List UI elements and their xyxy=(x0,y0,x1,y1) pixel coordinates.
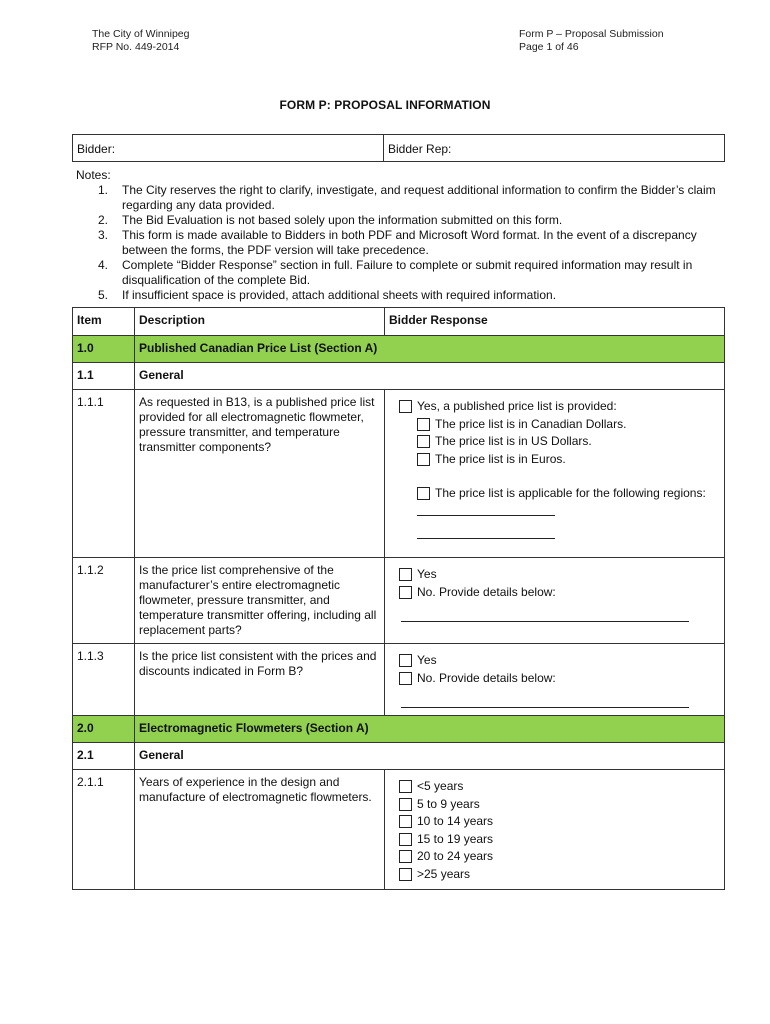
header-item: Item xyxy=(73,308,135,336)
bidder-response xyxy=(385,770,725,890)
item-description: Is the price list consistent with the prices and discounts indicated in Form B? xyxy=(135,644,385,716)
checkbox[interactable] xyxy=(399,672,412,685)
note-number: 1. xyxy=(98,183,109,197)
section-row xyxy=(73,716,725,743)
header-right xyxy=(519,28,664,54)
option-price-list-provided[interactable] xyxy=(399,398,720,416)
note-number: 3. xyxy=(98,228,109,242)
header-response: Bidder Response xyxy=(385,308,725,336)
note-number: 5. xyxy=(98,288,109,302)
checkbox[interactable] xyxy=(399,850,412,863)
item-description: Is the price list comprehensive of the manufacturer’s entire electromagnetic flowmeter, pressure transmitter, and temperature transmitter offering, including all replacement parts? xyxy=(135,558,385,644)
item-number: 1.1.2 xyxy=(73,558,135,644)
section-title: Published Canadian Price List (Section A) xyxy=(135,336,725,363)
bidder-label: Bidder: xyxy=(77,142,116,156)
option-years[interactable] xyxy=(399,796,720,814)
option-no[interactable] xyxy=(399,670,720,688)
note-item xyxy=(76,258,726,288)
table-row xyxy=(73,558,725,644)
table-row xyxy=(73,644,725,716)
page-number: Page 1 of 46 xyxy=(519,41,579,53)
bidder-response xyxy=(385,644,725,716)
option-label: The price list is in US Dollars. xyxy=(435,434,592,449)
note-text: If insufficient space is provided, attach additional sheets with required information. xyxy=(122,288,557,302)
item-number: 1.1.3 xyxy=(73,644,135,716)
bidder-rep-field[interactable] xyxy=(384,135,724,161)
notes xyxy=(76,168,726,303)
bidder-field[interactable] xyxy=(73,135,384,161)
item-description: As requested in B13, is a published price list provided for all electromagnetic flowmeter, pressure transmitter, and temperature transmitter components? xyxy=(135,390,385,558)
section-number: 1.0 xyxy=(73,336,135,363)
note-item xyxy=(76,213,726,228)
checkbox[interactable] xyxy=(399,780,412,793)
option-euros[interactable] xyxy=(417,451,720,469)
checkbox[interactable] xyxy=(399,586,412,599)
subsection-row xyxy=(73,363,725,390)
form-name: Form P – Proposal Submission xyxy=(519,28,664,40)
subsection-title: General xyxy=(135,363,725,390)
section-title: Electromagnetic Flowmeters (Section A) xyxy=(135,716,725,743)
option-label: The price list is in Canadian Dollars. xyxy=(435,416,627,431)
option-label: 10 to 14 years xyxy=(417,814,494,829)
bidder-response xyxy=(385,558,725,644)
note-item xyxy=(76,228,726,258)
rfp-number: RFP No. 449-2014 xyxy=(92,41,180,53)
option-label: Yes xyxy=(417,653,437,668)
option-label: Yes xyxy=(417,567,437,582)
subsection-number: 2.1 xyxy=(73,743,135,770)
option-label: >25 years xyxy=(417,866,471,881)
option-label: No. Provide details below: xyxy=(417,670,556,685)
regions-line-1[interactable] xyxy=(417,515,555,516)
note-number: 4. xyxy=(98,258,109,272)
table-row xyxy=(73,770,725,890)
bidder-box xyxy=(72,134,725,162)
option-regions[interactable] xyxy=(417,485,720,503)
note-text: This form is made available to Bidders in both PDF and Microsoft Word format. In the event of a discrepancy between the forms, the PDF version will take precedence. xyxy=(122,228,697,257)
note-number: 2. xyxy=(98,213,109,227)
regions-line-2[interactable] xyxy=(417,538,555,539)
header-description: Description xyxy=(135,308,385,336)
option-label: Yes, a published price list is provided: xyxy=(417,399,617,414)
header-left xyxy=(92,28,189,54)
subsection-number: 1.1 xyxy=(73,363,135,390)
details-line[interactable] xyxy=(401,707,689,708)
note-item xyxy=(76,183,726,213)
bidder-response xyxy=(385,390,725,558)
option-label: The price list is applicable for the following regions: xyxy=(435,486,706,501)
notes-heading: Notes: xyxy=(76,168,111,182)
option-years[interactable] xyxy=(399,866,720,884)
checkbox[interactable] xyxy=(417,435,430,448)
checkbox[interactable] xyxy=(417,453,430,466)
option-label: The price list is in Euros. xyxy=(435,451,566,466)
option-us-dollars[interactable] xyxy=(417,433,720,451)
bidder-rep-label: Bidder Rep: xyxy=(388,142,452,156)
item-number: 1.1.1 xyxy=(73,390,135,558)
option-label: 20 to 24 years xyxy=(417,849,494,864)
table-row xyxy=(73,390,725,558)
section-number: 2.0 xyxy=(73,716,135,743)
checkbox[interactable] xyxy=(399,798,412,811)
checkbox[interactable] xyxy=(417,418,430,431)
item-number: 2.1.1 xyxy=(73,770,135,890)
note-text: The Bid Evaluation is not based solely upon the information submitted on this form. xyxy=(122,213,563,227)
note-text: The City reserves the right to clarify, investigate, and request additional information to confirm the Bidder’s claim regarding any data provided. xyxy=(122,183,716,212)
checkbox[interactable] xyxy=(399,654,412,667)
subsection-row xyxy=(73,743,725,770)
checkbox[interactable] xyxy=(399,568,412,581)
checkbox[interactable] xyxy=(417,487,430,500)
option-canadian-dollars[interactable] xyxy=(417,416,720,434)
section-row xyxy=(73,336,725,363)
note-item xyxy=(76,288,726,303)
table-header-row xyxy=(73,308,725,336)
option-label: No. Provide details below: xyxy=(417,584,556,599)
option-label: 15 to 19 years xyxy=(417,831,494,846)
subsection-title: General xyxy=(135,743,725,770)
option-yes[interactable] xyxy=(399,652,720,670)
page-title: FORM P: PROPOSAL INFORMATION xyxy=(279,98,491,112)
option-years[interactable] xyxy=(399,778,720,796)
checkbox[interactable] xyxy=(399,868,412,881)
note-text: Complete “Bidder Response” section in full. Failure to complete or submit required information may result in disqualification of the complete Bid. xyxy=(122,258,693,287)
option-years[interactable] xyxy=(399,831,720,849)
proposal-table xyxy=(72,307,725,890)
details-line[interactable] xyxy=(401,621,689,622)
option-years[interactable] xyxy=(399,848,720,866)
city-name: The City of Winnipeg xyxy=(92,28,190,40)
option-label: <5 years xyxy=(417,779,464,794)
checkbox[interactable] xyxy=(399,400,412,413)
option-years[interactable] xyxy=(399,813,720,831)
item-description: Years of experience in the design and manufacture of electromagnetic flowmeters. xyxy=(135,770,385,890)
checkbox[interactable] xyxy=(399,833,412,846)
option-no[interactable] xyxy=(399,584,720,602)
option-label: 5 to 9 years xyxy=(417,796,480,811)
checkbox[interactable] xyxy=(399,815,412,828)
option-yes[interactable] xyxy=(399,566,720,584)
